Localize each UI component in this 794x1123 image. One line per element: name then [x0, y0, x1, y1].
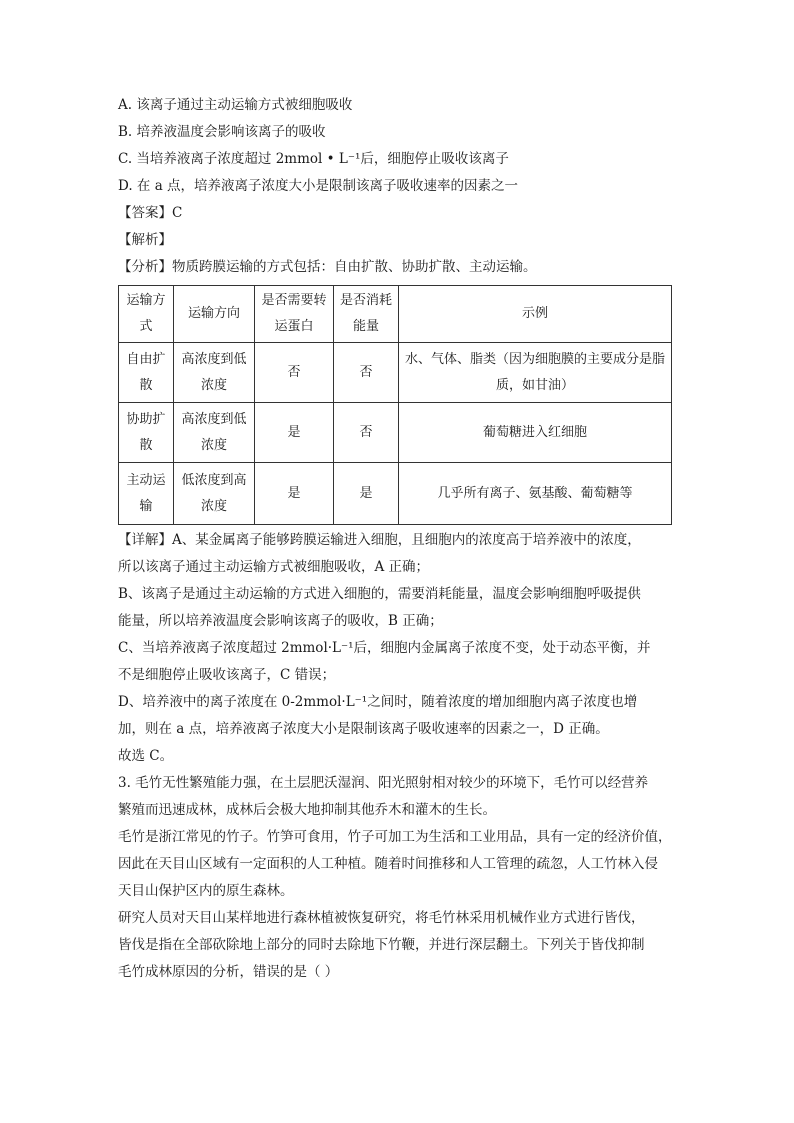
document-page	[118, 92, 678, 986]
table-cell: 否	[334, 403, 399, 463]
question-line: 研究人员对天目山某样地进行森林植被恢复研究，将毛竹林采用机械作业方式进行皆伐，	[118, 910, 645, 926]
table-header-row	[119, 286, 672, 343]
table-cell: 高浓度到低浓度	[174, 403, 255, 463]
question-line: 3. 毛竹无性繁殖能力强，在土层肥沃湿润、阳光照射相对较少的环境下，毛竹可以经营养	[118, 775, 649, 791]
table-row	[119, 463, 672, 525]
table-cell: 是	[334, 463, 399, 525]
table-header-cell: 是否消耗能量	[334, 286, 399, 343]
table-header-cell: 示例	[399, 286, 672, 343]
option-d: D. 在 a 点，培养液离子浓度大小是限制该离子吸收速率的因素之一	[118, 178, 519, 194]
table-cell: 水、气体、脂类（因为细胞膜的主要成分是脂质，如甘油）	[399, 343, 672, 403]
detail-line: 能量，所以培养液温度会影响该离子的吸收，B 正确；	[118, 613, 443, 629]
detail-line: 所以该离子通过主动运输方式被细胞吸收，A 正确；	[118, 559, 430, 575]
table-header-cell: 运输方式	[119, 286, 174, 343]
table-cell: 否	[255, 343, 334, 403]
table-cell: 葡萄糖进入红细胞	[399, 403, 672, 463]
option-b: B. 培养液温度会影响该离子的吸收	[118, 124, 326, 140]
detail-line: D、培养液中的离子浓度在 0-2mmol·L⁻¹之间时，随着浓度的增加细胞内离子浓度也增	[118, 694, 638, 710]
question-3	[118, 770, 678, 986]
question-line: 因此在天目山区域有一定面积的人工种植。随着时间推移和人工管理的疏忽，人工竹林入侵	[118, 856, 658, 872]
table-row	[119, 403, 672, 463]
table-cell: 是	[255, 463, 334, 525]
analysis-intro: 【分析】物质跨膜运输的方式包括：自由扩散、协助扩散、主动运输。	[118, 259, 537, 275]
detail-line: 不是细胞停止吸收该离子，C 错误；	[118, 667, 336, 683]
analysis-label: 【解析】	[118, 232, 172, 248]
table-cell: 自由扩散	[119, 343, 174, 403]
question-line: 毛竹成林原因的分析，错误的是（ ）	[118, 964, 339, 980]
option-list	[118, 92, 678, 200]
table-cell: 是	[255, 403, 334, 463]
table-cell: 否	[334, 343, 399, 403]
question-line: 皆伐是指在全部砍除地上部分的同时去除地下竹鞭，并进行深层翻土。下列关于皆伐抑制	[118, 937, 645, 953]
table-row	[119, 343, 672, 403]
transport-table	[118, 285, 672, 525]
detail-line: 加，则在 a 点，培养液离子浓度大小是限制该离子吸收速率的因素之一，D 正确。	[118, 721, 609, 737]
question-line: 毛竹是浙江常见的竹子。竹笋可食用，竹子可加工为生活和工业用品，具有一定的经济价值，	[118, 829, 672, 845]
detail-line: 故选 C。	[118, 748, 174, 764]
answer-label: 【答案】C	[118, 205, 183, 221]
table-cell: 高浓度到低浓度	[174, 343, 255, 403]
question-line: 天目山保护区内的原生森林。	[118, 883, 294, 899]
question-line: 繁殖而迅速成林，成林后会极大地抑制其他乔木和灌木的生长。	[118, 802, 496, 818]
table-cell: 协助扩散	[119, 403, 174, 463]
detail-line: C、当培养液离子浓度超过 2mmol·L⁻¹后，细胞内金属离子浓度不变，处于动态平衡，并	[118, 640, 651, 656]
table-header-cell: 是否需要转运蛋白	[255, 286, 334, 343]
table-cell: 几乎所有离子、氨基酸、葡萄糖等	[399, 463, 672, 525]
table-header-cell: 运输方向	[174, 286, 255, 343]
table-cell: 低浓度到高浓度	[174, 463, 255, 525]
option-c: C. 当培养液离子浓度超过 2mmol • L⁻¹后，细胞停止吸收该离子	[118, 151, 509, 167]
detail-explanation	[118, 527, 678, 770]
detail-line: 【详解】A、某金属离子能够跨膜运输进入细胞，且细胞内的浓度高于培养液中的浓度，	[118, 532, 641, 548]
table-cell: 主动运输	[119, 463, 174, 525]
detail-line: B、该离子是通过主动运输的方式进入细胞的，需要消耗能量，温度会影响细胞呼吸提供	[118, 586, 641, 602]
option-a: A. 该离子通过主动运输方式被细胞吸收	[118, 97, 353, 113]
